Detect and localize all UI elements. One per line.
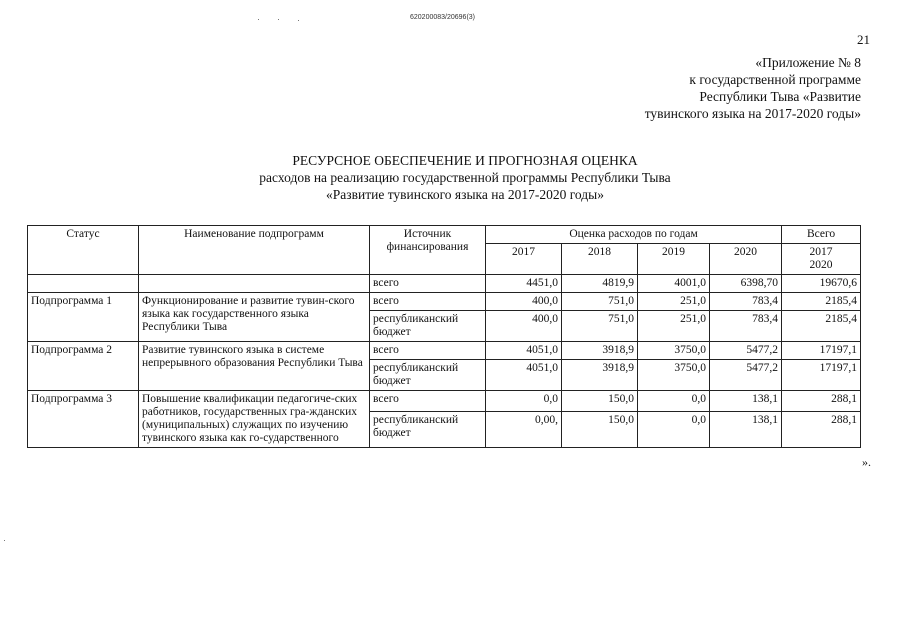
header-year: 2020 xyxy=(710,244,782,275)
value-cell: 251,0 xyxy=(638,311,710,342)
document-title xyxy=(175,152,755,203)
source-cell: всего xyxy=(370,342,486,360)
value-cell: 150,0 xyxy=(562,411,638,447)
value-cell: 0,0 xyxy=(638,411,710,447)
header-year: 2018 xyxy=(562,244,638,275)
value-cell: 5477,2 xyxy=(710,342,782,360)
source-cell: республиканский бюджет xyxy=(370,411,486,447)
title-line: «Развитие тувинского языка на 2017-2020 годы» xyxy=(326,187,604,202)
total-period-from: 2017 xyxy=(809,246,833,258)
total-cell: 288,1 xyxy=(782,411,861,447)
status-cell: Подпрограмма 2 xyxy=(28,342,139,391)
value-cell: 4819,9 xyxy=(562,275,638,293)
title-line: расходов на реализацию государственной программы Республики Тыва xyxy=(259,170,671,185)
header-row xyxy=(28,226,861,244)
source-cell: всего xyxy=(370,275,486,293)
total-cell: 17197,1 xyxy=(782,342,861,360)
source-cell: республиканский бюджет xyxy=(370,311,486,342)
total-cell: 2185,4 xyxy=(782,311,861,342)
value-cell: 3918,9 xyxy=(562,360,638,391)
scan-speck xyxy=(4,540,5,541)
document-id: 620200083/20696(3) xyxy=(410,14,476,21)
status-cell: Подпрограмма 1 xyxy=(28,293,139,342)
value-cell: 251,0 xyxy=(638,293,710,311)
value-cell: 0,0 xyxy=(486,391,562,412)
scan-speck xyxy=(258,19,259,20)
value-cell: 400,0 xyxy=(486,311,562,342)
table-row xyxy=(28,342,861,360)
value-cell: 150,0 xyxy=(562,391,638,412)
scan-speck xyxy=(298,20,299,21)
source-cell: всего xyxy=(370,391,486,412)
table-row xyxy=(28,293,861,311)
value-cell: 138,1 xyxy=(710,411,782,447)
empty-cell xyxy=(28,275,139,293)
appendix-line: Республики Тыва «Развитие xyxy=(699,89,861,104)
value-cell: 4001,0 xyxy=(638,275,710,293)
value-cell: 4051,0 xyxy=(486,360,562,391)
total-period-to: 2020 xyxy=(809,259,833,271)
subprogram-name-cell: Повышение квалификации педагогиче-ских работников, государственных гра-жданских (муниципальных) служащих по изучению тувинского языка как го-сударственного xyxy=(139,391,370,448)
header-total-period xyxy=(782,244,861,275)
total-cell: 2185,4 xyxy=(782,293,861,311)
closing-quote-mark: ». xyxy=(862,455,871,469)
value-cell: 751,0 xyxy=(562,293,638,311)
value-cell: 6398,70 xyxy=(710,275,782,293)
value-cell: 5477,2 xyxy=(710,360,782,391)
empty-cell xyxy=(139,275,370,293)
appendix-header xyxy=(645,54,861,122)
budget-table xyxy=(27,225,861,448)
page-number: 21 xyxy=(857,32,870,47)
value-cell: 3750,0 xyxy=(638,360,710,391)
header-source: Источник финансирования xyxy=(370,226,486,275)
value-cell: 0,0 xyxy=(638,391,710,412)
header-status: Статус xyxy=(28,226,139,275)
header-subprogram-name: Наименование подпрограмм xyxy=(139,226,370,275)
header-total: Всего xyxy=(782,226,861,244)
subprogram-name-cell: Функционирование и развитие тувин-ского языка как государственного языка Республики Тыва xyxy=(139,293,370,342)
value-cell: 400,0 xyxy=(486,293,562,311)
table-row xyxy=(28,275,861,293)
value-cell: 3918,9 xyxy=(562,342,638,360)
scan-speck xyxy=(278,19,279,20)
appendix-line: «Приложение № 8 xyxy=(755,55,861,70)
value-cell: 0,00, xyxy=(486,411,562,447)
title-line: РЕСУРСНОЕ ОБЕСПЕЧЕНИЕ И ПРОГНОЗНАЯ ОЦЕНКА xyxy=(292,153,638,168)
total-cell: 288,1 xyxy=(782,391,861,412)
subprogram-name-cell: Развитие тувинского языка в системе непрерывного образования Республики Тыва xyxy=(139,342,370,391)
status-cell: Подпрограмма 3 xyxy=(28,391,139,448)
total-cell: 17197,1 xyxy=(782,360,861,391)
value-cell: 3750,0 xyxy=(638,342,710,360)
header-year: 2019 xyxy=(638,244,710,275)
header-estimate: Оценка расходов по годам xyxy=(486,226,782,244)
table-row xyxy=(28,391,861,412)
appendix-line: к государственной программе xyxy=(689,72,861,87)
source-cell: республиканский бюджет xyxy=(370,360,486,391)
header-year: 2017 xyxy=(486,244,562,275)
appendix-line: тувинского языка на 2017-2020 годы» xyxy=(644,106,861,121)
value-cell: 138,1 xyxy=(710,391,782,412)
value-cell: 783,4 xyxy=(710,293,782,311)
total-cell: 19670,6 xyxy=(782,275,861,293)
value-cell: 751,0 xyxy=(562,311,638,342)
value-cell: 783,4 xyxy=(710,311,782,342)
source-cell: всего xyxy=(370,293,486,311)
value-cell: 4451,0 xyxy=(486,275,562,293)
value-cell: 4051,0 xyxy=(486,342,562,360)
